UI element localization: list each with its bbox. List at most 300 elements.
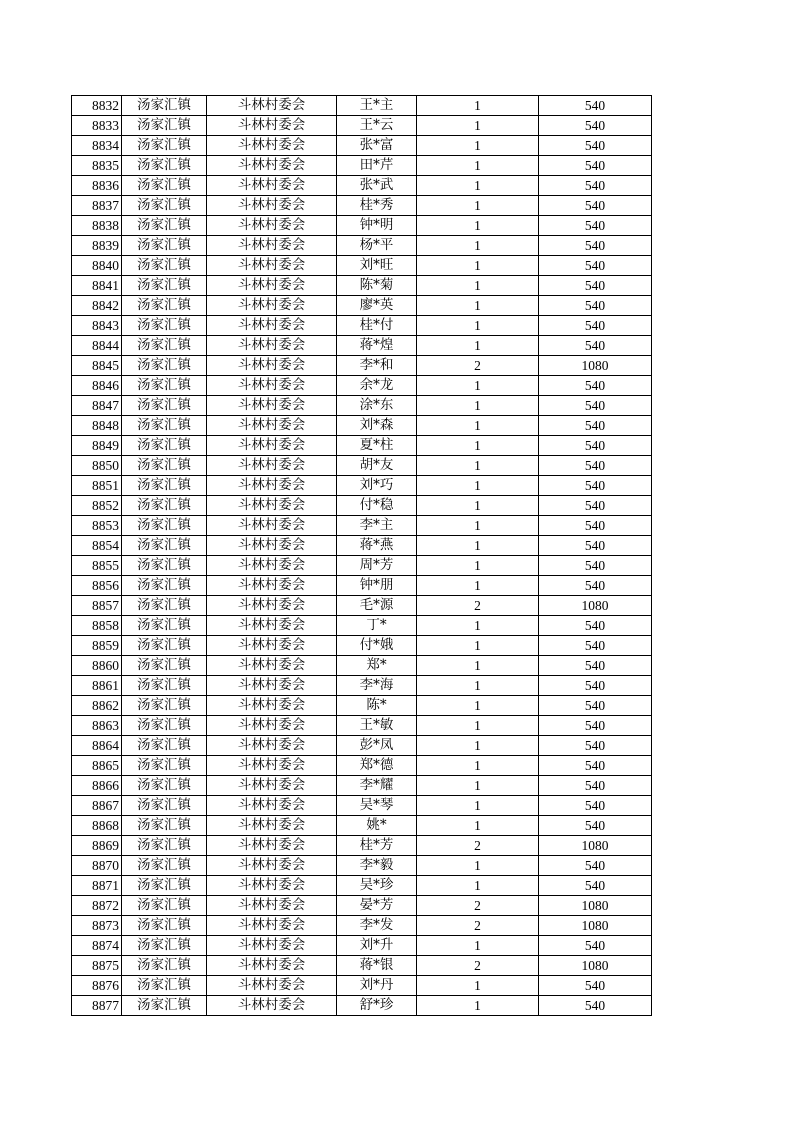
name-cell: 张*富 xyxy=(337,136,417,156)
table-row xyxy=(72,476,652,496)
name-cell: 余*龙 xyxy=(337,376,417,396)
village-committee-cell: 斗林村委会 xyxy=(207,456,337,476)
count-cell: 2 xyxy=(417,836,539,856)
count-cell: 1 xyxy=(417,136,539,156)
row-number-cell: 8870 xyxy=(72,856,122,876)
name-cell: 桂*芳 xyxy=(337,836,417,856)
village-committee-cell: 斗林村委会 xyxy=(207,376,337,396)
table-row xyxy=(72,276,652,296)
table-row xyxy=(72,256,652,276)
name-cell: 周*芳 xyxy=(337,556,417,576)
amount-cell: 540 xyxy=(539,396,652,416)
amount-cell: 540 xyxy=(539,556,652,576)
name-cell: 蒋*燕 xyxy=(337,536,417,556)
amount-cell: 540 xyxy=(539,816,652,836)
name-cell: 陈* xyxy=(337,696,417,716)
row-number-cell: 8851 xyxy=(72,476,122,496)
row-number-cell: 8833 xyxy=(72,116,122,136)
row-number-cell: 8859 xyxy=(72,636,122,656)
table-row xyxy=(72,596,652,616)
table-body xyxy=(72,96,652,1016)
amount-cell: 540 xyxy=(539,636,652,656)
village-committee-cell: 斗林村委会 xyxy=(207,696,337,716)
count-cell: 1 xyxy=(417,96,539,116)
village-committee-cell: 斗林村委会 xyxy=(207,576,337,596)
amount-cell: 540 xyxy=(539,756,652,776)
name-cell: 刘*升 xyxy=(337,936,417,956)
table-row xyxy=(72,156,652,176)
count-cell: 1 xyxy=(417,876,539,896)
amount-cell: 1080 xyxy=(539,836,652,856)
name-cell: 蒋*银 xyxy=(337,956,417,976)
amount-cell: 540 xyxy=(539,616,652,636)
amount-cell: 540 xyxy=(539,376,652,396)
town-cell: 汤家汇镇 xyxy=(122,236,207,256)
town-cell: 汤家汇镇 xyxy=(122,716,207,736)
table-row xyxy=(72,576,652,596)
row-number-cell: 8854 xyxy=(72,536,122,556)
count-cell: 1 xyxy=(417,536,539,556)
count-cell: 2 xyxy=(417,916,539,936)
name-cell: 桂*秀 xyxy=(337,196,417,216)
amount-cell: 540 xyxy=(539,656,652,676)
town-cell: 汤家汇镇 xyxy=(122,536,207,556)
name-cell: 吴*珍 xyxy=(337,876,417,896)
amount-cell: 540 xyxy=(539,296,652,316)
village-committee-cell: 斗林村委会 xyxy=(207,856,337,876)
village-committee-cell: 斗林村委会 xyxy=(207,276,337,296)
town-cell: 汤家汇镇 xyxy=(122,676,207,696)
row-number-cell: 8836 xyxy=(72,176,122,196)
town-cell: 汤家汇镇 xyxy=(122,476,207,496)
village-committee-cell: 斗林村委会 xyxy=(207,776,337,796)
name-cell: 夏*柱 xyxy=(337,436,417,456)
table-row xyxy=(72,796,652,816)
town-cell: 汤家汇镇 xyxy=(122,436,207,456)
name-cell: 付*稳 xyxy=(337,496,417,516)
town-cell: 汤家汇镇 xyxy=(122,936,207,956)
town-cell: 汤家汇镇 xyxy=(122,136,207,156)
amount-cell: 1080 xyxy=(539,896,652,916)
row-number-cell: 8837 xyxy=(72,196,122,216)
town-cell: 汤家汇镇 xyxy=(122,216,207,236)
row-number-cell: 8864 xyxy=(72,736,122,756)
row-number-cell: 8840 xyxy=(72,256,122,276)
name-cell: 廖*英 xyxy=(337,296,417,316)
village-committee-cell: 斗林村委会 xyxy=(207,516,337,536)
town-cell: 汤家汇镇 xyxy=(122,176,207,196)
amount-cell: 540 xyxy=(539,476,652,496)
table-row xyxy=(72,296,652,316)
count-cell: 1 xyxy=(417,616,539,636)
town-cell: 汤家汇镇 xyxy=(122,876,207,896)
amount-cell: 540 xyxy=(539,876,652,896)
count-cell: 1 xyxy=(417,716,539,736)
town-cell: 汤家汇镇 xyxy=(122,956,207,976)
village-committee-cell: 斗林村委会 xyxy=(207,416,337,436)
amount-cell: 540 xyxy=(539,436,652,456)
table-row xyxy=(72,616,652,636)
count-cell: 2 xyxy=(417,596,539,616)
village-committee-cell: 斗林村委会 xyxy=(207,96,337,116)
count-cell: 1 xyxy=(417,296,539,316)
name-cell: 陈*菊 xyxy=(337,276,417,296)
name-cell: 毛*源 xyxy=(337,596,417,616)
name-cell: 吴*琴 xyxy=(337,796,417,816)
amount-cell: 540 xyxy=(539,96,652,116)
amount-cell: 540 xyxy=(539,516,652,536)
count-cell: 1 xyxy=(417,196,539,216)
count-cell: 1 xyxy=(417,176,539,196)
table-row xyxy=(72,636,652,656)
row-number-cell: 8842 xyxy=(72,296,122,316)
table-row xyxy=(72,236,652,256)
town-cell: 汤家汇镇 xyxy=(122,496,207,516)
count-cell: 1 xyxy=(417,416,539,436)
village-committee-cell: 斗林村委会 xyxy=(207,396,337,416)
row-number-cell: 8871 xyxy=(72,876,122,896)
amount-cell: 540 xyxy=(539,416,652,436)
table-row xyxy=(72,536,652,556)
town-cell: 汤家汇镇 xyxy=(122,276,207,296)
name-cell: 钟*明 xyxy=(337,216,417,236)
village-committee-cell: 斗林村委会 xyxy=(207,496,337,516)
amount-cell: 540 xyxy=(539,936,652,956)
table-row xyxy=(72,216,652,236)
village-committee-cell: 斗林村委会 xyxy=(207,736,337,756)
row-number-cell: 8876 xyxy=(72,976,122,996)
amount-cell: 540 xyxy=(539,536,652,556)
table-row xyxy=(72,416,652,436)
count-cell: 1 xyxy=(417,376,539,396)
count-cell: 1 xyxy=(417,656,539,676)
row-number-cell: 8862 xyxy=(72,696,122,716)
count-cell: 1 xyxy=(417,976,539,996)
row-number-cell: 8863 xyxy=(72,716,122,736)
town-cell: 汤家汇镇 xyxy=(122,996,207,1016)
town-cell: 汤家汇镇 xyxy=(122,256,207,276)
town-cell: 汤家汇镇 xyxy=(122,696,207,716)
table-row xyxy=(72,116,652,136)
village-committee-cell: 斗林村委会 xyxy=(207,896,337,916)
table-row xyxy=(72,936,652,956)
village-committee-cell: 斗林村委会 xyxy=(207,296,337,316)
town-cell: 汤家汇镇 xyxy=(122,596,207,616)
town-cell: 汤家汇镇 xyxy=(122,296,207,316)
count-cell: 1 xyxy=(417,496,539,516)
name-cell: 田*芹 xyxy=(337,156,417,176)
table-row xyxy=(72,816,652,836)
row-number-cell: 8844 xyxy=(72,336,122,356)
village-committee-cell: 斗林村委会 xyxy=(207,936,337,956)
village-committee-cell: 斗林村委会 xyxy=(207,176,337,196)
village-committee-cell: 斗林村委会 xyxy=(207,596,337,616)
row-number-cell: 8835 xyxy=(72,156,122,176)
amount-cell: 540 xyxy=(539,336,652,356)
table-row xyxy=(72,896,652,916)
row-number-cell: 8845 xyxy=(72,356,122,376)
name-cell: 李*海 xyxy=(337,676,417,696)
table-row xyxy=(72,836,652,856)
town-cell: 汤家汇镇 xyxy=(122,196,207,216)
amount-cell: 540 xyxy=(539,776,652,796)
row-number-cell: 8866 xyxy=(72,776,122,796)
table-row xyxy=(72,316,652,336)
name-cell: 丁* xyxy=(337,616,417,636)
row-number-cell: 8875 xyxy=(72,956,122,976)
table-row xyxy=(72,336,652,356)
count-cell: 1 xyxy=(417,936,539,956)
name-cell: 晏*芳 xyxy=(337,896,417,916)
village-committee-cell: 斗林村委会 xyxy=(207,316,337,336)
table-row xyxy=(72,976,652,996)
name-cell: 郑*德 xyxy=(337,756,417,776)
amount-cell: 540 xyxy=(539,456,652,476)
amount-cell: 540 xyxy=(539,696,652,716)
row-number-cell: 8839 xyxy=(72,236,122,256)
table-row xyxy=(72,716,652,736)
town-cell: 汤家汇镇 xyxy=(122,456,207,476)
village-committee-cell: 斗林村委会 xyxy=(207,876,337,896)
town-cell: 汤家汇镇 xyxy=(122,116,207,136)
name-cell: 刘*森 xyxy=(337,416,417,436)
town-cell: 汤家汇镇 xyxy=(122,416,207,436)
amount-cell: 540 xyxy=(539,276,652,296)
count-cell: 1 xyxy=(417,396,539,416)
count-cell: 1 xyxy=(417,336,539,356)
table-row xyxy=(72,756,652,776)
amount-cell: 540 xyxy=(539,236,652,256)
table-row xyxy=(72,396,652,416)
town-cell: 汤家汇镇 xyxy=(122,576,207,596)
row-number-cell: 8872 xyxy=(72,896,122,916)
name-cell: 王*云 xyxy=(337,116,417,136)
count-cell: 1 xyxy=(417,476,539,496)
row-number-cell: 8848 xyxy=(72,416,122,436)
amount-cell: 540 xyxy=(539,796,652,816)
table-row xyxy=(72,436,652,456)
amount-cell: 1080 xyxy=(539,916,652,936)
count-cell: 1 xyxy=(417,796,539,816)
village-committee-cell: 斗林村委会 xyxy=(207,196,337,216)
count-cell: 1 xyxy=(417,256,539,276)
amount-cell: 540 xyxy=(539,316,652,336)
name-cell: 钟*朋 xyxy=(337,576,417,596)
name-cell: 李*和 xyxy=(337,356,417,376)
row-number-cell: 8850 xyxy=(72,456,122,476)
table-row xyxy=(72,876,652,896)
town-cell: 汤家汇镇 xyxy=(122,516,207,536)
count-cell: 1 xyxy=(417,156,539,176)
village-committee-cell: 斗林村委会 xyxy=(207,636,337,656)
row-number-cell: 8877 xyxy=(72,996,122,1016)
count-cell: 1 xyxy=(417,576,539,596)
count-cell: 1 xyxy=(417,676,539,696)
amount-cell: 1080 xyxy=(539,956,652,976)
name-cell: 涂*东 xyxy=(337,396,417,416)
count-cell: 1 xyxy=(417,236,539,256)
amount-cell: 540 xyxy=(539,496,652,516)
amount-cell: 540 xyxy=(539,576,652,596)
town-cell: 汤家汇镇 xyxy=(122,976,207,996)
amount-cell: 540 xyxy=(539,116,652,136)
village-committee-cell: 斗林村委会 xyxy=(207,356,337,376)
amount-cell: 1080 xyxy=(539,596,652,616)
village-committee-cell: 斗林村委会 xyxy=(207,616,337,636)
town-cell: 汤家汇镇 xyxy=(122,856,207,876)
amount-cell: 540 xyxy=(539,256,652,276)
count-cell: 1 xyxy=(417,556,539,576)
row-number-cell: 8867 xyxy=(72,796,122,816)
count-cell: 1 xyxy=(417,316,539,336)
count-cell: 1 xyxy=(417,856,539,876)
village-committee-cell: 斗林村委会 xyxy=(207,476,337,496)
table-row xyxy=(72,96,652,116)
village-committee-cell: 斗林村委会 xyxy=(207,716,337,736)
town-cell: 汤家汇镇 xyxy=(122,556,207,576)
count-cell: 1 xyxy=(417,436,539,456)
row-number-cell: 8852 xyxy=(72,496,122,516)
amount-cell: 540 xyxy=(539,676,652,696)
town-cell: 汤家汇镇 xyxy=(122,736,207,756)
row-number-cell: 8838 xyxy=(72,216,122,236)
village-committee-cell: 斗林村委会 xyxy=(207,556,337,576)
town-cell: 汤家汇镇 xyxy=(122,796,207,816)
amount-cell: 540 xyxy=(539,156,652,176)
town-cell: 汤家汇镇 xyxy=(122,376,207,396)
town-cell: 汤家汇镇 xyxy=(122,636,207,656)
village-committee-cell: 斗林村委会 xyxy=(207,996,337,1016)
amount-cell: 540 xyxy=(539,856,652,876)
village-committee-cell: 斗林村委会 xyxy=(207,236,337,256)
name-cell: 李*耀 xyxy=(337,776,417,796)
row-number-cell: 8856 xyxy=(72,576,122,596)
table-row xyxy=(72,696,652,716)
row-number-cell: 8873 xyxy=(72,916,122,936)
town-cell: 汤家汇镇 xyxy=(122,316,207,336)
row-number-cell: 8857 xyxy=(72,596,122,616)
table-row xyxy=(72,996,652,1016)
row-number-cell: 8849 xyxy=(72,436,122,456)
table-row xyxy=(72,916,652,936)
town-cell: 汤家汇镇 xyxy=(122,656,207,676)
town-cell: 汤家汇镇 xyxy=(122,396,207,416)
name-cell: 李*发 xyxy=(337,916,417,936)
row-number-cell: 8860 xyxy=(72,656,122,676)
village-committee-cell: 斗林村委会 xyxy=(207,816,337,836)
row-number-cell: 8865 xyxy=(72,756,122,776)
row-number-cell: 8868 xyxy=(72,816,122,836)
row-number-cell: 8843 xyxy=(72,316,122,336)
row-number-cell: 8832 xyxy=(72,96,122,116)
village-committee-cell: 斗林村委会 xyxy=(207,256,337,276)
count-cell: 2 xyxy=(417,896,539,916)
village-committee-cell: 斗林村委会 xyxy=(207,156,337,176)
town-cell: 汤家汇镇 xyxy=(122,836,207,856)
count-cell: 2 xyxy=(417,356,539,376)
table-row xyxy=(72,496,652,516)
count-cell: 1 xyxy=(417,776,539,796)
amount-cell: 1080 xyxy=(539,356,652,376)
count-cell: 1 xyxy=(417,996,539,1016)
name-cell: 桂*付 xyxy=(337,316,417,336)
table-row xyxy=(72,356,652,376)
row-number-cell: 8853 xyxy=(72,516,122,536)
amount-cell: 540 xyxy=(539,716,652,736)
row-number-cell: 8869 xyxy=(72,836,122,856)
name-cell: 王*敏 xyxy=(337,716,417,736)
amount-cell: 540 xyxy=(539,216,652,236)
village-committee-cell: 斗林村委会 xyxy=(207,756,337,776)
village-committee-cell: 斗林村委会 xyxy=(207,956,337,976)
count-cell: 1 xyxy=(417,636,539,656)
row-number-cell: 8846 xyxy=(72,376,122,396)
name-cell: 张*武 xyxy=(337,176,417,196)
table-row xyxy=(72,956,652,976)
table-row xyxy=(72,516,652,536)
row-number-cell: 8847 xyxy=(72,396,122,416)
village-committee-cell: 斗林村委会 xyxy=(207,536,337,556)
town-cell: 汤家汇镇 xyxy=(122,96,207,116)
count-cell: 1 xyxy=(417,216,539,236)
village-committee-cell: 斗林村委会 xyxy=(207,136,337,156)
town-cell: 汤家汇镇 xyxy=(122,916,207,936)
amount-cell: 540 xyxy=(539,176,652,196)
town-cell: 汤家汇镇 xyxy=(122,776,207,796)
count-cell: 1 xyxy=(417,276,539,296)
town-cell: 汤家汇镇 xyxy=(122,356,207,376)
row-number-cell: 8874 xyxy=(72,936,122,956)
village-committee-cell: 斗林村委会 xyxy=(207,436,337,456)
village-committee-cell: 斗林村委会 xyxy=(207,916,337,936)
table-row xyxy=(72,136,652,156)
table-row xyxy=(72,456,652,476)
count-cell: 1 xyxy=(417,696,539,716)
name-cell: 李*毅 xyxy=(337,856,417,876)
count-cell: 1 xyxy=(417,116,539,136)
name-cell: 杨*平 xyxy=(337,236,417,256)
village-committee-cell: 斗林村委会 xyxy=(207,116,337,136)
town-cell: 汤家汇镇 xyxy=(122,896,207,916)
row-number-cell: 8858 xyxy=(72,616,122,636)
village-committee-cell: 斗林村委会 xyxy=(207,656,337,676)
name-cell: 舒*珍 xyxy=(337,996,417,1016)
table-row xyxy=(72,676,652,696)
amount-cell: 540 xyxy=(539,996,652,1016)
count-cell: 1 xyxy=(417,736,539,756)
row-number-cell: 8861 xyxy=(72,676,122,696)
name-cell: 刘*旺 xyxy=(337,256,417,276)
table-row xyxy=(72,196,652,216)
town-cell: 汤家汇镇 xyxy=(122,816,207,836)
table-row xyxy=(72,776,652,796)
table-row xyxy=(72,556,652,576)
amount-cell: 540 xyxy=(539,136,652,156)
count-cell: 1 xyxy=(417,756,539,776)
table-row xyxy=(72,656,652,676)
name-cell: 王*主 xyxy=(337,96,417,116)
amount-cell: 540 xyxy=(539,196,652,216)
count-cell: 2 xyxy=(417,956,539,976)
name-cell: 彭*凤 xyxy=(337,736,417,756)
data-table xyxy=(71,95,652,1016)
name-cell: 姚* xyxy=(337,816,417,836)
name-cell: 刘*巧 xyxy=(337,476,417,496)
table-row xyxy=(72,856,652,876)
village-committee-cell: 斗林村委会 xyxy=(207,676,337,696)
table-row xyxy=(72,176,652,196)
village-committee-cell: 斗林村委会 xyxy=(207,336,337,356)
